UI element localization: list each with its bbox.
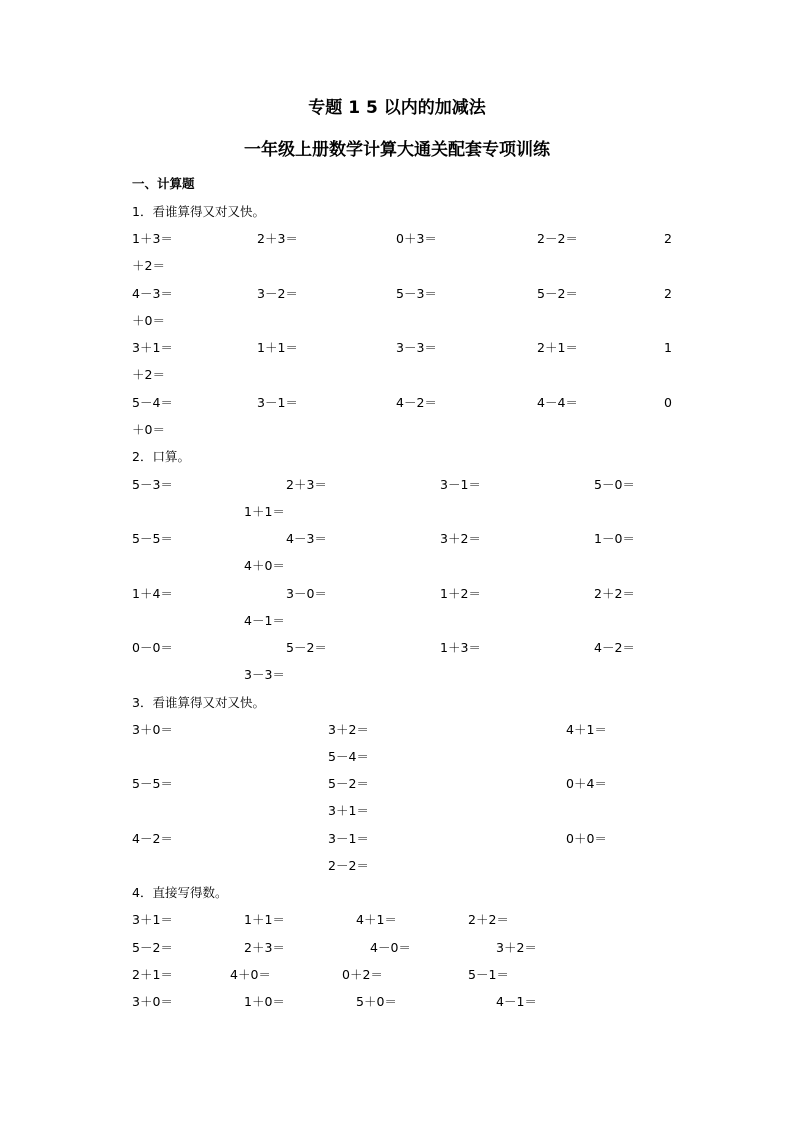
problem-wrapped-head: 1 (664, 340, 672, 355)
problem: 2＋2＝ (594, 586, 635, 601)
problem: 5－0＝ (594, 477, 635, 492)
problem: 0＋0＝ (566, 831, 607, 846)
problem: 1＋3＝ (132, 231, 173, 246)
problem: 2＋1＝ (537, 340, 578, 355)
problem: 5＋0＝ (356, 994, 397, 1009)
problem: 3＋1＝ (132, 912, 173, 927)
problem: 2－2＝ (537, 231, 578, 246)
problem: 1＋1＝ (244, 504, 285, 519)
problem: 5－5＝ (132, 531, 173, 546)
problem: 3－1＝ (440, 477, 481, 492)
problem: 3－3＝ (244, 667, 285, 682)
problem: 2＋3＝ (257, 231, 298, 246)
problem: 5－2＝ (537, 286, 578, 301)
problem-wrapped-head: 2 (664, 286, 672, 301)
problem: 5－4＝ (328, 749, 369, 764)
problem: 4－2＝ (132, 831, 173, 846)
problem-wrapped-tail: ＋2＝ (132, 367, 165, 382)
question-1-label: 1．看谁算得又对又快。 (132, 204, 265, 219)
problem: 5－4＝ (132, 395, 173, 410)
problem: 4－1＝ (244, 613, 285, 628)
problem: 2＋3＝ (286, 477, 327, 492)
problem: 1＋2＝ (440, 586, 481, 601)
problem: 5－5＝ (132, 776, 173, 791)
problem: 1＋1＝ (257, 340, 298, 355)
problem-wrapped-tail: ＋0＝ (132, 313, 165, 328)
problem: 4－3＝ (286, 531, 327, 546)
problem-wrapped-head: 0 (664, 395, 672, 410)
question-4-label: 4．直接写得数。 (132, 885, 228, 900)
problem: 5－1＝ (468, 967, 509, 982)
problem: 2＋3＝ (244, 940, 285, 955)
problem: 2＋1＝ (132, 967, 173, 982)
problem: 0＋4＝ (566, 776, 607, 791)
problem: 1＋4＝ (132, 586, 173, 601)
problem: 3＋1＝ (132, 340, 173, 355)
problem: 4－0＝ (370, 940, 411, 955)
problem: 5－2＝ (132, 940, 173, 955)
problem: 0－0＝ (132, 640, 173, 655)
problem: 5－2＝ (328, 776, 369, 791)
page-title: 专题 1 5 以内的加减法 (308, 98, 486, 118)
problem: 4－1＝ (496, 994, 537, 1009)
problem: 5－3＝ (396, 286, 437, 301)
problem: 3－0＝ (286, 586, 327, 601)
problem: 3＋2＝ (328, 722, 369, 737)
problem: 3＋2＝ (440, 531, 481, 546)
problem: 5－2＝ (286, 640, 327, 655)
problem: 4－2＝ (396, 395, 437, 410)
problem: 0＋3＝ (396, 231, 437, 246)
question-3-label: 3．看谁算得又对又快。 (132, 695, 265, 710)
question-2-label: 2．口算。 (132, 449, 190, 464)
problem: 4＋0＝ (230, 967, 271, 982)
problem: 3＋0＝ (132, 994, 173, 1009)
problem: 1＋1＝ (244, 912, 285, 927)
problem: 4－4＝ (537, 395, 578, 410)
problem-wrapped-tail: ＋2＝ (132, 258, 165, 273)
problem: 3－2＝ (257, 286, 298, 301)
problem: 4＋0＝ (244, 558, 285, 573)
problem-wrapped-head: 2 (664, 231, 672, 246)
problem: 4－3＝ (132, 286, 173, 301)
problem: 5－3＝ (132, 477, 173, 492)
problem-wrapped-tail: ＋0＝ (132, 422, 165, 437)
problem: 3－1＝ (257, 395, 298, 410)
page-subtitle: 一年级上册数学计算大通关配套专项训练 (244, 140, 550, 160)
problem: 1＋3＝ (440, 640, 481, 655)
problem: 0＋2＝ (342, 967, 383, 982)
problem: 3－1＝ (328, 831, 369, 846)
problem: 1－0＝ (594, 531, 635, 546)
problem: 3＋1＝ (328, 803, 369, 818)
problem: 2＋2＝ (468, 912, 509, 927)
problem: 4＋1＝ (566, 722, 607, 737)
problem: 3－3＝ (396, 340, 437, 355)
problem: 4－2＝ (594, 640, 635, 655)
problem: 3＋0＝ (132, 722, 173, 737)
problem: 3＋2＝ (496, 940, 537, 955)
problem: 2－2＝ (328, 858, 369, 873)
problem: 1＋0＝ (244, 994, 285, 1009)
section-heading: 一、计算题 (132, 176, 195, 191)
problem: 4＋1＝ (356, 912, 397, 927)
